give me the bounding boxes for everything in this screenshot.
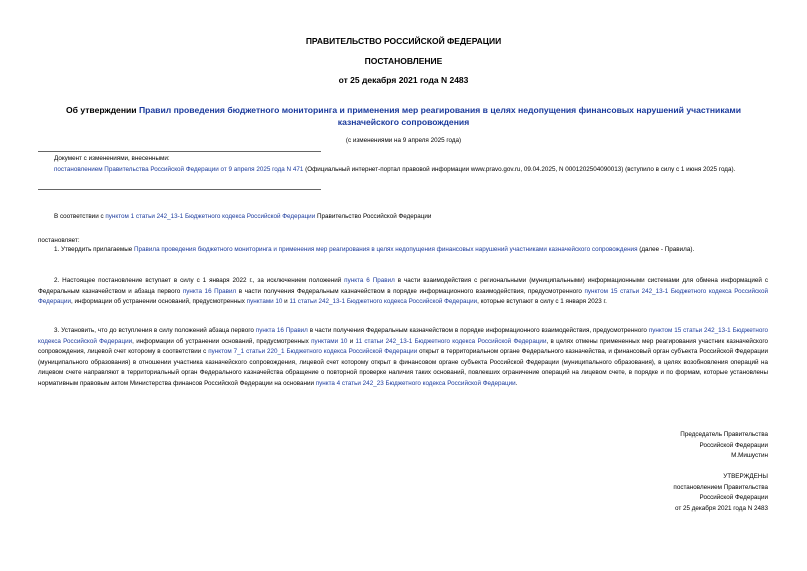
p3-link-3[interactable]: пунктами 10: [311, 337, 348, 345]
p1-rules-link[interactable]: Правила проведения бюджетного мониторинга и применения мер реагирования в целях недопущения финансовых нарушений участниками казначейского сопровождения: [134, 246, 638, 253]
changes-rest: (Официальный интернет-портал правовой информации www.pravo.gov.ru, 09.04.2025, N 0001202504090013) (вступило в силу с 1 июня 2025 года).: [303, 166, 736, 173]
p2-link-2[interactable]: пункта 16 Правил: [182, 287, 237, 295]
paragraph-1: [38, 245, 768, 256]
p2-link-5[interactable]: 11 статьи 242_13-1 Бюджетного кодекса Российской Федерации: [289, 298, 478, 306]
approved-date: от 25 декабря 2021 года N 2483: [674, 504, 768, 512]
title-rules-link[interactable]: Правил проведения бюджетного мониторинга и применения мер реагирования в целях недопущения финансовых нарушений участниками казначейского сопровождения: [138, 105, 742, 127]
p3-link-5[interactable]: пунктом 7_1 статьи 220_1 Бюджетного кодекса Российской Федерации: [208, 348, 418, 356]
preamble-text: В соответствии с: [54, 213, 106, 220]
p2-text-6: , которые вступают в силу с 1 января 2023 г.: [477, 298, 607, 306]
preamble-text-end: Правительство Российской Федерации: [315, 213, 432, 220]
p2-text-5: и: [282, 298, 290, 306]
changes-top-rule: [38, 151, 321, 152]
amendment-note: (с изменениями на 9 апреля 2025 года): [345, 137, 462, 144]
p3-text-3: , информации об устранении оснований, предусмотренных: [132, 337, 312, 345]
p2-text-1: 2. Настоящее постановление вступает в силу с 1 января 2022 г., за исключением положений: [54, 277, 345, 284]
paragraph-2: [38, 276, 768, 308]
changes-decree-link[interactable]: постановлением Правительства Российской Федерации от 9 апреля 2025 года N 471: [54, 166, 304, 173]
p2-link-4[interactable]: пунктами 10: [246, 298, 283, 306]
p3-link-2[interactable]: пунктом 15 статьи 242_13-1 Бюджетного кодекса Российской Федерации: [38, 327, 769, 345]
approved-country: Российской Федерации: [699, 494, 768, 501]
p3-text-1: 3. Установить, что до вступления в силу положений абзаца первого: [54, 327, 256, 334]
title-prefix: Об утверждении: [65, 105, 139, 115]
p3-text-7: .: [515, 379, 518, 387]
document-type: ПОСТАНОВЛЕНИЕ: [364, 56, 443, 66]
p3-text-5: , в целях отмены примененных мер реагирования участник казначейского сопровождения, лицевой счет которому в соответствии с: [38, 337, 768, 356]
approved-block: [518, 472, 768, 514]
decrees-word: постановляет:: [38, 237, 80, 244]
p3-link-4[interactable]: 11 статьи 242_13-1 Бюджетного кодекса Российской Федерации: [355, 337, 547, 345]
approved-heading: УТВЕРЖДЕНЫ: [723, 473, 768, 480]
document-title: [40, 104, 767, 128]
approved-by: постановлением Правительства: [673, 483, 768, 491]
preamble-link[interactable]: пунктом 1 статьи 242_13-1 Бюджетного кодекса Российской Федерации: [105, 213, 316, 220]
p3-text-2: в части получения Федеральным казначейством в порядке информационного взаимодействия, предусмотренного: [307, 327, 649, 334]
document-date-number: от 25 декабря 2021 года N 2483: [338, 75, 469, 85]
changes-text: [38, 165, 768, 175]
p2-text-2: в части взаимодействия с региональными (муниципальными) информационными системами для обмена информацией с Федеральным казначейством и абзаца первого: [38, 277, 769, 295]
p3-link-6[interactable]: пункта 4 статьи 242_23 Бюджетного кодекса Российской Федерации: [315, 379, 516, 387]
signature-title: Председатель Правительства: [680, 431, 768, 438]
government-heading: ПРАВИТЕЛЬСТВО РОССИЙСКОЙ ФЕДЕРАЦИИ: [305, 36, 502, 46]
p3-link-1[interactable]: пункта 16 Правил: [255, 327, 308, 334]
p2-link-1[interactable]: пункта 6 Правил: [344, 277, 395, 284]
p1-text: 1. Утвердить прилагаемые: [54, 246, 134, 253]
p2-text-4: , информации об устранении оснований, предусмотренных: [70, 298, 247, 306]
paragraph-3: [38, 326, 768, 390]
p3-text-4: и: [347, 337, 356, 345]
preamble: [38, 212, 768, 223]
changes-intro: Документ с изменениями, внесенными:: [54, 155, 170, 162]
p1-text-end: (далее - Правила).: [637, 246, 695, 253]
changes-bottom-rule: [38, 189, 321, 190]
signature-block: [518, 430, 768, 462]
signature-name: М.Мишустин: [731, 452, 768, 459]
p2-text-3: в части получения Федеральным казначейством в порядке информационного взаимодействия, предусмотренного: [236, 287, 585, 295]
signature-country: Российской Федерации: [699, 441, 768, 449]
p3-text-6: открыт в территориальном органе Федерального казначейства, и финансовый орган субъекта Российской Федерации (муниципального образования) в отношении участника казначейского сопровождения, лицевой счет которому открыт в финансовом органе субъекта Российской Федерации (муниципального образования), в целях возобновления операций на лицевом счете направляют в территориальный орган Федерального казначейства обращение о повторной проверке наличия таких оснований, повлекших ограничение операций на лицевом счете, в порядке и по формам, которые установлены нормативным правовым актом Министерства финансов Российской Федерации на основании: [38, 348, 768, 387]
p2-link-3[interactable]: пунктом 15 статьи 242_13-1 Бюджетного кодекса Российской Федерации: [38, 287, 769, 306]
